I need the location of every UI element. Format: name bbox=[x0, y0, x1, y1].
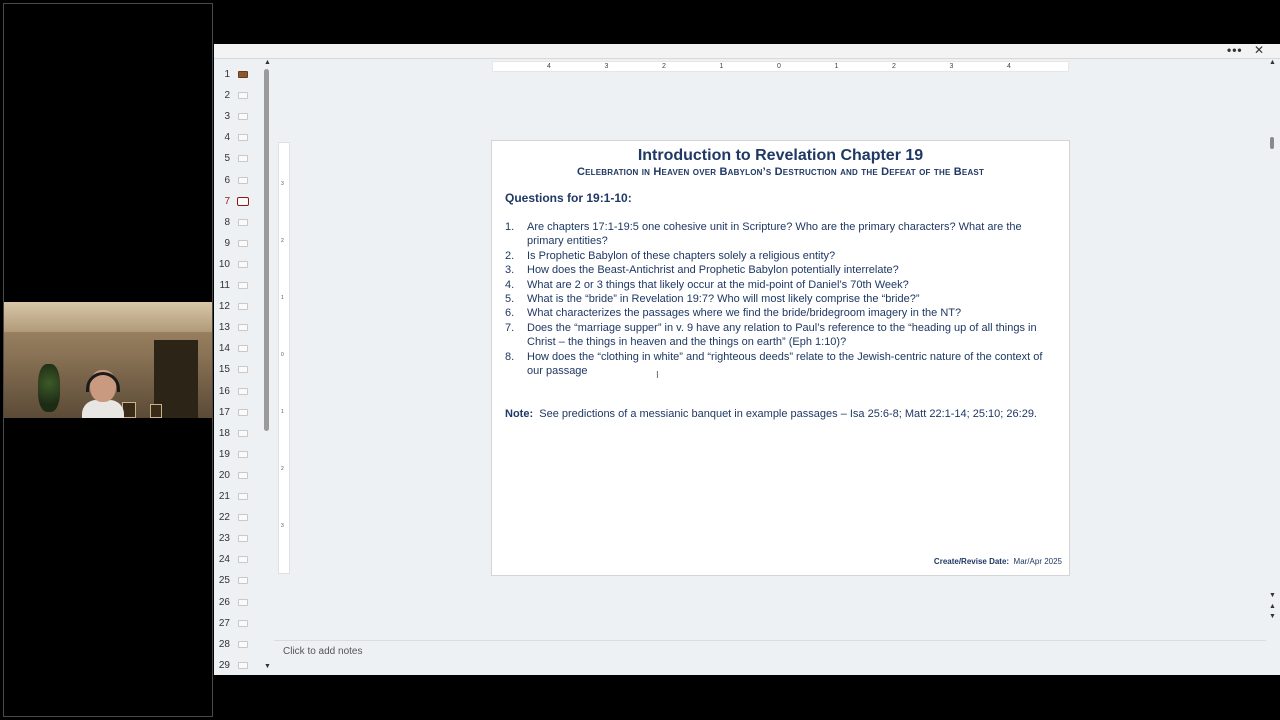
ruler-tick-label: 4 bbox=[1007, 63, 1011, 70]
slide-thumbnail[interactable] bbox=[214, 550, 262, 571]
slide-preview-icon bbox=[238, 451, 248, 458]
ruler-tick-label: 3 bbox=[949, 63, 954, 70]
previous-slide-icon[interactable]: ▲ bbox=[1269, 603, 1276, 610]
ruler-tick-label: 1 bbox=[719, 63, 724, 70]
ruler-tick-label: 3 bbox=[604, 63, 609, 70]
slide-thumbnail-panel bbox=[214, 59, 262, 675]
slide-thumbnail[interactable] bbox=[214, 107, 262, 128]
slide-preview-icon bbox=[238, 155, 248, 162]
question-item[interactable] bbox=[505, 321, 1060, 350]
slide-number: 20 bbox=[218, 469, 230, 481]
question-item[interactable] bbox=[505, 220, 1060, 249]
note-text: See predictions of a messianic banquet in example passages – Isa 25:6-8; Matt 22:1-14; 25:10; 26:29. bbox=[539, 408, 1037, 420]
slide-thumbnail[interactable] bbox=[214, 487, 262, 508]
ruler-tick-label: 4 bbox=[547, 63, 551, 70]
slide-thumbnail[interactable] bbox=[214, 529, 262, 550]
slide-preview-icon bbox=[238, 662, 248, 669]
slide-preview-icon bbox=[238, 345, 248, 352]
webcam-presenter bbox=[82, 370, 124, 418]
question-number: 7. bbox=[505, 321, 515, 334]
question-number: 1. bbox=[505, 221, 515, 233]
slide-preview-icon bbox=[238, 388, 248, 395]
slide-number: 16 bbox=[218, 385, 230, 397]
scroll-up-icon[interactable]: ▲ bbox=[1269, 59, 1276, 66]
slide-number: 22 bbox=[218, 512, 230, 524]
slide-number: 2 bbox=[224, 90, 230, 102]
webcam-feed bbox=[4, 302, 212, 418]
ruler-tick-label: 2 bbox=[662, 63, 666, 70]
question-item[interactable] bbox=[505, 292, 1060, 306]
slide-thumbnail[interactable] bbox=[214, 234, 262, 255]
webcam-plant bbox=[38, 364, 60, 412]
slide-preview-icon bbox=[238, 514, 248, 521]
question-number: 8. bbox=[505, 350, 515, 363]
slide-number: 1 bbox=[224, 69, 230, 80]
note-label: Note: bbox=[505, 408, 534, 420]
slide-preview-icon bbox=[238, 599, 248, 606]
date-value: Mar/Apr 2025 bbox=[1013, 557, 1062, 566]
question-text: What are 2 or 3 things that likely occur at the mid-point of Daniel’s 70th Week? bbox=[527, 278, 909, 291]
close-icon[interactable]: ✕ bbox=[1254, 43, 1265, 57]
slide-thumbnail[interactable] bbox=[214, 445, 262, 466]
revise-date[interactable] bbox=[934, 557, 1062, 566]
editor-scrollbar-thumb[interactable] bbox=[1270, 137, 1274, 149]
scroll-up-icon[interactable]: ▲ bbox=[264, 59, 271, 66]
slide-thumbnail[interactable] bbox=[214, 276, 262, 297]
slide-thumbnail[interactable] bbox=[214, 635, 262, 656]
vertical-ruler bbox=[278, 142, 290, 574]
slide-number: 23 bbox=[218, 533, 230, 545]
slide-number: 9 bbox=[224, 237, 230, 249]
slide-thumbnail[interactable] bbox=[214, 65, 262, 86]
slide-thumbnail[interactable] bbox=[214, 403, 262, 424]
question-number: 3. bbox=[505, 264, 515, 277]
slide-number: 27 bbox=[218, 617, 230, 629]
next-slide-icon[interactable]: ▼ bbox=[1269, 613, 1276, 620]
slide-preview-icon bbox=[238, 134, 248, 141]
slide-number: 13 bbox=[218, 322, 230, 334]
question-item[interactable] bbox=[505, 350, 1060, 379]
slide-thumbnail[interactable] bbox=[214, 213, 262, 234]
slide-preview-icon bbox=[238, 535, 248, 542]
ruler-tick-label: 2 bbox=[281, 238, 284, 244]
slide-preview-icon bbox=[238, 409, 248, 416]
question-text: How does the Beast-Antichrist and Prophetic Babylon potentially interrelate? bbox=[527, 264, 899, 277]
question-number: 2. bbox=[505, 249, 515, 262]
slide-number: 6 bbox=[224, 174, 230, 186]
slide-preview-icon bbox=[238, 303, 248, 310]
slide-preview-icon bbox=[238, 430, 248, 437]
slide-thumbnail[interactable] bbox=[214, 466, 262, 487]
slide-thumbnail[interactable] bbox=[214, 297, 262, 318]
text-cursor-icon: I bbox=[656, 370, 659, 381]
editor-scrollbar[interactable] bbox=[1266, 59, 1278, 629]
slide-canvas[interactable] bbox=[491, 140, 1070, 576]
slide-number: 3 bbox=[224, 111, 230, 123]
slide-number: 18 bbox=[218, 427, 230, 439]
slide-number: 21 bbox=[218, 491, 230, 502]
slide-thumbnail[interactable] bbox=[214, 255, 262, 276]
slide-thumbnail[interactable] bbox=[214, 318, 262, 339]
slide-preview-icon bbox=[238, 324, 248, 331]
headset-icon bbox=[86, 372, 120, 392]
slide-note[interactable] bbox=[505, 407, 1060, 421]
questions-list[interactable] bbox=[505, 220, 1060, 378]
scroll-down-icon[interactable]: ▼ bbox=[264, 663, 271, 670]
question-text: Is Prophetic Babylon of these chapters solely a religious entity? bbox=[527, 249, 836, 262]
slide-preview-icon bbox=[238, 493, 248, 500]
webcam-picture-frame bbox=[150, 404, 162, 418]
slide-number: 5 bbox=[224, 153, 230, 165]
thumbnail-scrollbar[interactable] bbox=[262, 59, 272, 675]
date-label: Create/Revise Date: bbox=[933, 557, 1010, 566]
scroll-down-icon[interactable]: ▼ bbox=[1269, 592, 1276, 599]
slide-number: 17 bbox=[218, 406, 230, 418]
ruler-tick-label: 1 bbox=[281, 409, 284, 415]
question-text: Are chapters 17:1-19:5 one cohesive unit in Scripture? Who are the primary characters? What are the primary entities? bbox=[527, 221, 1022, 248]
slide-preview-icon bbox=[238, 113, 248, 120]
slide-number: 10 bbox=[218, 258, 230, 270]
question-number: 6. bbox=[505, 307, 515, 320]
question-item[interactable] bbox=[505, 278, 1060, 292]
slide-number: 14 bbox=[218, 343, 230, 355]
horizontal-ruler bbox=[492, 61, 1069, 72]
slide-preview-icon bbox=[238, 219, 248, 226]
slide-thumbnail[interactable] bbox=[214, 339, 262, 360]
question-text: Does the “marriage supper” in v. 9 have any relation to Paul’s reference to the “heading up of all things in Christ – the things in heaven and the things on earth” (Eph 1:10)? bbox=[527, 321, 1037, 349]
ruler-tick-label: 3 bbox=[281, 181, 284, 187]
slide-thumbnail[interactable] bbox=[214, 424, 262, 445]
speaker-notes-pane[interactable] bbox=[274, 640, 1266, 661]
question-text: What is the “bride” in Revelation 19:7? Who will most likely comprise the “bride?” bbox=[527, 293, 920, 306]
more-options-icon[interactable]: ••• bbox=[1227, 43, 1243, 57]
slide-subtitle[interactable]: Celebration in Heaven over Babylon’s Destruction and the Defeat of the Beast bbox=[576, 166, 985, 178]
question-text: What characterizes the passages where we find the bride/bridegroom imagery in the NT? bbox=[527, 307, 962, 320]
slide-number: 7 bbox=[224, 195, 230, 207]
slide-thumbnail[interactable] bbox=[214, 171, 262, 192]
slide-preview-icon bbox=[238, 177, 248, 184]
question-number: 4. bbox=[505, 278, 515, 291]
slide-preview-icon bbox=[238, 282, 248, 289]
slide-thumbnail[interactable] bbox=[214, 86, 262, 107]
slide-preview-icon bbox=[238, 261, 248, 268]
question-item[interactable] bbox=[505, 263, 1060, 277]
slide-preview-icon bbox=[238, 240, 248, 247]
ruler-tick-label: 1 bbox=[281, 295, 284, 301]
slide-number: 11 bbox=[219, 280, 230, 291]
slide-thumbnail[interactable] bbox=[214, 360, 262, 381]
slide-thumbnail[interactable] bbox=[214, 656, 262, 677]
ruler-tick-label: 0 bbox=[281, 352, 284, 358]
slide-preview-icon bbox=[238, 620, 248, 627]
slide-preview-icon bbox=[238, 92, 248, 99]
slide-preview-icon bbox=[238, 472, 248, 479]
slide-number: 24 bbox=[218, 554, 230, 566]
slide-number: 8 bbox=[224, 216, 230, 228]
slide-preview-icon bbox=[238, 577, 248, 584]
question-item[interactable] bbox=[505, 306, 1060, 320]
app-topbar bbox=[214, 44, 1280, 59]
slide-thumbnail[interactable] bbox=[214, 128, 262, 149]
question-text: How does the “clothing in white” and “righteous deeds” relate to the Jewish-centric nature of the context of our passage bbox=[527, 350, 1043, 378]
slide-thumbnail[interactable] bbox=[214, 593, 262, 614]
slide-title[interactable]: Introduction to Revelation Chapter 19 bbox=[637, 147, 924, 164]
ruler-tick-label: 1 bbox=[834, 63, 839, 70]
ruler-tick-label: 0 bbox=[777, 63, 781, 70]
slide-number: 12 bbox=[218, 301, 230, 313]
slide-thumbnail[interactable] bbox=[214, 192, 262, 213]
question-item[interactable] bbox=[505, 249, 1060, 263]
slide-preview-icon bbox=[238, 366, 248, 373]
question-number: 5. bbox=[505, 293, 515, 306]
webcam-ceiling bbox=[4, 302, 212, 332]
slide-preview-icon bbox=[238, 641, 248, 648]
webcam-picture-frame bbox=[122, 402, 136, 418]
slide-number: 4 bbox=[224, 132, 230, 144]
slide-thumbnail[interactable] bbox=[214, 382, 262, 403]
slide-number: 25 bbox=[218, 575, 230, 587]
thumbnail-scrollbar-thumb[interactable] bbox=[264, 69, 269, 431]
ruler-tick-label: 3 bbox=[281, 523, 284, 529]
slide-preview-icon bbox=[237, 197, 249, 206]
slide-thumbnail[interactable] bbox=[214, 571, 262, 592]
ruler-tick-label: 2 bbox=[281, 466, 284, 472]
questions-heading[interactable]: Questions for 19:1-10: bbox=[505, 191, 632, 205]
slide-preview-icon bbox=[238, 71, 248, 78]
presentation-app bbox=[214, 44, 1280, 675]
notes-placeholder[interactable]: Click to add notes bbox=[283, 646, 363, 657]
slide-number: 15 bbox=[218, 364, 230, 376]
ruler-tick-label: 2 bbox=[892, 63, 896, 70]
slide-thumbnail[interactable] bbox=[214, 614, 262, 635]
slide-number: 19 bbox=[218, 448, 230, 460]
slide-number: 26 bbox=[218, 596, 230, 608]
slide-number: 29 bbox=[218, 659, 230, 671]
slide-thumbnail[interactable] bbox=[214, 149, 262, 170]
slide-preview-icon bbox=[238, 556, 248, 563]
slide-number: 28 bbox=[218, 638, 230, 650]
slide-thumbnail[interactable] bbox=[214, 508, 262, 529]
